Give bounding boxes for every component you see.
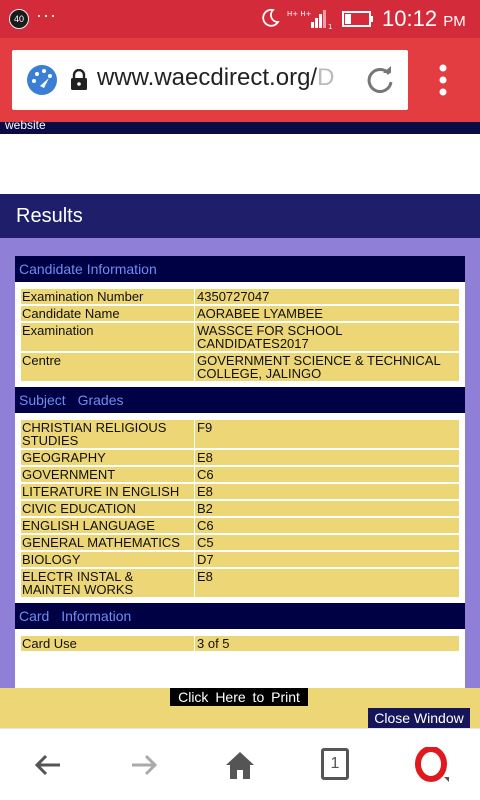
reload-icon[interactable] xyxy=(364,64,396,96)
speed-dial-icon[interactable] xyxy=(26,64,58,96)
section-header-candidate xyxy=(15,256,465,282)
home-icon[interactable] xyxy=(222,747,258,783)
print-button[interactable]: Click Here to Print xyxy=(170,688,308,706)
exam-number-value: 4350727047 xyxy=(195,289,459,304)
table-row xyxy=(21,552,459,567)
network-type-label: H+ H+ xyxy=(287,10,312,18)
subject-name: CHRISTIAN RELIGIOUS STUDIES xyxy=(21,420,195,448)
subject-grade: E8 xyxy=(195,450,459,465)
page-top-strip xyxy=(0,118,480,134)
browser-bottom-nav xyxy=(0,728,480,800)
table-row xyxy=(21,535,459,550)
address-bar[interactable] xyxy=(12,50,408,110)
subject-name: ELECTR INSTAL & MAINTEN WORKS xyxy=(21,569,195,597)
row-label: Examination xyxy=(21,323,195,351)
tabs-icon[interactable]: 1 xyxy=(321,748,349,780)
clock-time: 10:12 xyxy=(382,6,438,31)
results-title: Results xyxy=(16,205,83,227)
table-row xyxy=(21,420,459,448)
url-faded-text: D xyxy=(317,64,335,91)
card-use-value: 3 of 5 xyxy=(195,636,459,651)
examination-value: WASSCE FOR SCHOOL CANDIDATES2017 xyxy=(195,323,459,351)
page-blank-area xyxy=(0,134,480,194)
results-header xyxy=(0,194,480,238)
table-row xyxy=(21,306,459,321)
results-card xyxy=(15,256,465,688)
subject-grade: C6 xyxy=(195,518,459,533)
grades-column-title: Grades xyxy=(77,392,124,408)
table-row xyxy=(21,569,459,597)
subject-name: LITERATURE IN ENGLISH xyxy=(21,484,195,499)
row-label: Card Use xyxy=(21,636,195,651)
page-top-strip-text: website xyxy=(5,118,46,132)
table-row xyxy=(21,289,459,304)
subject-grade: E8 xyxy=(195,569,459,597)
subject-grade: C5 xyxy=(195,535,459,550)
section-header-card xyxy=(15,603,465,629)
url-text[interactable] xyxy=(97,64,359,92)
browser-toolbar xyxy=(0,38,480,122)
signal-strength-icon xyxy=(287,8,333,30)
subject-grade: F9 xyxy=(195,420,459,448)
subject-grade: E8 xyxy=(195,484,459,499)
table-row xyxy=(21,353,459,381)
card-info-block xyxy=(15,629,465,657)
status-bar xyxy=(0,0,480,38)
candidate-info-block xyxy=(15,282,465,387)
table-row xyxy=(21,518,459,533)
battery-icon xyxy=(342,11,374,27)
more-vert-icon[interactable] xyxy=(430,62,456,98)
table-row xyxy=(21,501,459,516)
subject-name: GOVERNMENT xyxy=(21,467,195,482)
table-row xyxy=(21,450,459,465)
row-label: Centre xyxy=(21,353,195,381)
subject-grade: D7 xyxy=(195,552,459,567)
subject-name: ENGLISH LANGUAGE xyxy=(21,518,195,533)
forward-icon[interactable] xyxy=(126,747,162,783)
section-header-subjects xyxy=(15,387,465,413)
subject-grade: C6 xyxy=(195,467,459,482)
card-section-title-b: Information xyxy=(61,608,132,624)
subject-name: CIVIC EDUCATION xyxy=(21,501,195,516)
subject-grade: B2 xyxy=(195,501,459,516)
subject-name: GEOGRAPHY xyxy=(21,450,195,465)
card-section-title-a: Card xyxy=(19,608,50,624)
clock-ampm: PM xyxy=(443,13,466,30)
centre-value: GOVERNMENT SCIENCE & TECHNICAL COLLEGE, JALINGO xyxy=(195,353,459,381)
url-main-text: www.waecdirect.org/ xyxy=(97,64,318,91)
table-row xyxy=(21,636,459,651)
table-row xyxy=(21,323,459,351)
candidate-info-table xyxy=(21,287,459,383)
row-label: Candidate Name xyxy=(21,306,195,321)
clock xyxy=(382,6,466,32)
do-not-disturb-moon-icon xyxy=(259,7,281,29)
card-info-table xyxy=(21,634,459,653)
subject-name: GENERAL MATHEMATICS xyxy=(21,535,195,550)
row-label: Examination Number xyxy=(21,289,195,304)
candidate-name-value: AORABEE LYAMBEE xyxy=(195,306,459,321)
lock-icon xyxy=(70,69,88,91)
subjects-table xyxy=(21,418,459,599)
opera-menu-icon[interactable] xyxy=(414,747,450,783)
subject-name: BIOLOGY xyxy=(21,552,195,567)
more-notifications-indicator: ··· xyxy=(36,5,57,25)
back-icon[interactable] xyxy=(30,747,66,783)
table-row xyxy=(21,484,459,499)
candidate-section-title: Candidate Information xyxy=(19,261,157,277)
sim-slot-label: 1 xyxy=(328,23,333,30)
subject-column-title: Subject xyxy=(19,392,66,408)
subjects-block xyxy=(15,413,465,603)
close-window-button[interactable]: Close Window xyxy=(368,708,470,728)
table-row xyxy=(21,467,459,482)
notification-count-badge: 40 xyxy=(9,9,29,29)
